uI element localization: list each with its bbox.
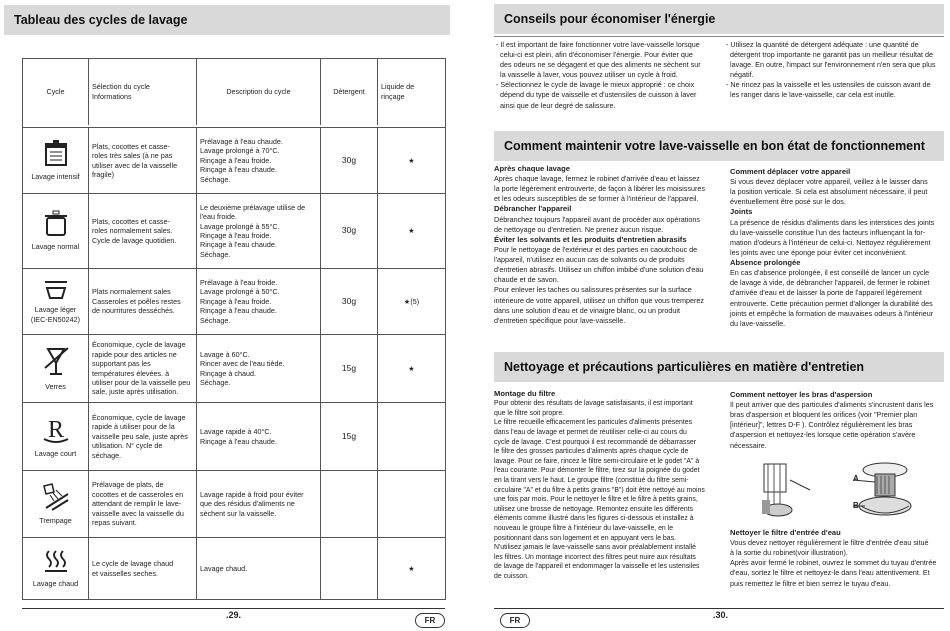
header-detergent: Détergent: [321, 59, 378, 125]
cycle-name: Lavage chaud: [32, 578, 79, 588]
section-heading: Débrancher l'appareil: [494, 204, 572, 214]
cleaning-title: Nettoyage et précautions particulières en matière d'entretien: [504, 360, 865, 374]
maintenance-col-1: [494, 164, 719, 326]
cycles-table: [22, 58, 446, 600]
header-description: Description du cycle: [197, 59, 321, 125]
figure-label-a: A: [853, 474, 859, 483]
detergent-cell: 30g: [321, 128, 378, 194]
inlet-heading: Nettoyer le filtre d'entrée d'eau: [730, 528, 841, 537]
selection-cell: Plats, cocottes et casse- roles très sales (à ne pas utiliser avec de la vaisselle fragile): [89, 128, 197, 194]
detergent-cell: 15g: [321, 335, 378, 403]
section-heading: Joints: [730, 207, 753, 217]
inlet-body: Vous devez nettoyer régulièrement le filtre d'entrée d'eau situé à la sortie du robinet(voir illustration). Après avoir fermé le robinet, ouvrez le sommet du tuyau d'entrée d'eau, sortez le filtre et nettoyez-le dans l'eau attentivement. Et puis remettez le filtre et bien serrez le tuyau d'eau.: [730, 538, 937, 588]
detergent-cell: 15g: [321, 403, 378, 471]
left-page-header: [4, 5, 450, 35]
arms-body: Il peut arriver que des particules d'aliments s'incrustent dans les bras d'aspersion et bloquent les orifices (voir "Premier plan [intérieur]", lettres D-F ). Contrôlez régulièrement les bras d'aspersion et nettoyez-les lorsque cette opération s'avère nécessaire.: [730, 400, 934, 450]
soak-shower-icon: [40, 482, 72, 512]
cycle-name: Trempage: [39, 516, 72, 526]
cycle-name: Lavage léger (IEC-EN50242): [30, 305, 81, 324]
description-cell: Lavage rapide à 40°C. Rinçage à l'eau chaude.: [197, 403, 321, 471]
table-row: [23, 269, 446, 335]
cycle-cell: [23, 538, 89, 600]
cycle-cell: [23, 335, 89, 403]
section-heading: Éviter les solvants et les produits d'entretien abrasifs: [494, 234, 687, 244]
energy-rule: [494, 36, 944, 37]
description-cell: Lavage rapide à froid pour éviter que des résidus d'aliments ne sèchent sur la vaisselle.: [197, 471, 321, 538]
energy-tips-left: - Il est important de faire fonctionner votre lave-vaisselle lorsque celui-ci est plein, afin d'économiser l'énergie. Pour éviter que des odeurs ne se dégagent et que des aliments ne sèchent sur la vaisselle à laver, vous pouvez utiliser un cycle à froid. - Sélectionnez le cycle de lavage le mieux approprié : ce choix dépend du type de vaisselle et d'ustensiles de cuisson à laver ainsi que de leur degré de salissure.: [496, 40, 701, 110]
detergent-cell: [321, 471, 378, 538]
filter-parts-drawing: [835, 460, 915, 522]
header-cycle: Cycle: [23, 59, 89, 125]
table-row: [23, 403, 446, 471]
glass-icon: [42, 346, 70, 378]
header-rinse: Liquide de rinçage: [378, 59, 446, 125]
selection-cell: Économique, cycle de lavage rapide à utiliser pour de la vaisselle peu sale, juste après utilisation. N° cycle de séchage.: [89, 403, 197, 471]
selection-cell: Plats, cocottes et casse- roles normalement sales. Cycle de lavage quotidien.: [89, 194, 197, 269]
filter-removal-figure: [760, 460, 830, 522]
table-row: [23, 538, 446, 600]
cycle-name: Lavage court: [34, 448, 77, 458]
energy-tips-right: - Utilisez la quantité de détergent adéquate : une quantité de détergent trop importante ne garantit pas un meilleur résultat de lavage. En outre, l'impact sur l'environnement n'en sera que plus négatif. - Ne rincez pas la vaisselle et les ustensiles de cuisson avant de les ranger dans le lave-vaisselle, car cela est inutile.: [726, 40, 936, 100]
rinse-cell: ★: [378, 128, 446, 194]
description-cell: Lavage à 60°C. Rincer avec de l'eau tiède. Rinçage à chaud. Séchage.: [197, 335, 321, 403]
table-header-row: [23, 59, 446, 125]
table-row: [23, 335, 446, 403]
cycle-cell: [23, 269, 89, 335]
svg-text:R: R: [47, 416, 64, 443]
rinse-cell: ★: [378, 194, 446, 269]
energy-title: Conseils pour économiser l'énergie: [504, 12, 716, 26]
section-heading: Après chaque lavage: [494, 164, 570, 173]
description-cell: Prélavage à l'eau froide. Lavage prolongé à 50°C. Rinçage à l'eau froide. Rinçage à l'eau chaude. Séchage.: [197, 269, 321, 335]
intensive-pot-icon: [43, 140, 69, 168]
cycle-cell: [23, 403, 89, 471]
light-dish-icon: [43, 279, 69, 301]
left-footer-rule: [22, 608, 445, 609]
section-body: En cas d'absence prolongée, il est conseillé de lancer un cycle de lavage à vide, de débrancher l'appareil, de fermer le robinet d'arrivée d'eau et de laisser la porte de l'appareil légèrement entrouverte. Cette précaution permet d'allonger la durabilité des joints et empêche la formation de mauvaises odeurs à l'intérieur du lave-vaisselle.: [730, 268, 934, 328]
rapid-r-icon: [41, 415, 71, 445]
selection-cell: Le cycle de lavage chaud et vaisselles seches.: [89, 538, 197, 600]
cleaning-header: [494, 352, 944, 382]
left-page-number: .29.: [226, 610, 242, 620]
filter-section: [494, 389, 708, 581]
cycle-name: Lavage intensif: [31, 171, 80, 181]
rinse-cell: ★: [378, 538, 446, 600]
filter-heading: Montage du filtre: [494, 389, 556, 398]
detergent-cell: [321, 538, 378, 600]
right-language-badge: FR: [500, 613, 530, 628]
description-cell: Lavage chaud.: [197, 538, 321, 600]
header-selection: Sélection du cycle Informations: [89, 59, 197, 125]
cycle-name: Verres: [45, 381, 66, 391]
selection-cell: Plats normalement sales Casseroles et poêles restes de nourritures desséchés.: [89, 269, 197, 335]
cycle-cell: [23, 128, 89, 194]
cycle-name: Lavage normal: [31, 242, 80, 252]
left-language-badge: FR: [415, 613, 445, 628]
maintenance-header: [494, 131, 944, 161]
normal-pot-icon: [43, 210, 69, 238]
cycle-cell: [23, 471, 89, 538]
filter-body: Pour obtenir des résultats de lavage satisfaisants, il est important que le filtre soit propre. Le filtre recueille efficacement les particules d'aliments présentes dans l'eau de lavage et permet de réutiliser celle-ci au cours du cycle de lavage. C'est pourquoi il est recommandé de débarrasser le filtre des grosses particules d'aliments après chaque cycle de lavage. Pour ce faire, rincez le filtre semi-circulaire et le godet "A" à l'eau courante. Pour démonter le filtre, tirez sur la poignée du godet en la tirant vers le haut. Le groupe filtre (constitué du filtre semi- circulaire "A" et du filtre à petits grains "B") doit être nettoyé au moins une fois par mois. Pour le nettoyer le filtre et le filtre à petits grains, utilisez une brosse de nettoyage. Remontez ensuite les différents éléments comme illustré dans les figures ci-dessous et installez à nouveau le groupe filtre à l'intérieur du lave-vaisselle, en le positionnant dans son logement et en appuyant vers le bas. N'utilisez jamais le lave-vaisselle sans avoir préalablement installé les filtres. Un montage incorrect des filtres peut nuire aux résultats de lavage de l'appareil et endommager la vaisselle et les ustensiles de cuisson.: [494, 400, 705, 580]
section-body: Après chaque lavage, fermez le robinet d'arrivée d'eau et laissez la porte légèrement entrouverte, de façon à libérer les moisissures et les odeurs susceptibles de se former à l'intérieur de l'appareil.: [494, 174, 705, 204]
energy-header: [494, 4, 944, 34]
section-heading: Comment déplacer votre appareil: [730, 167, 851, 176]
rinse-cell: ★(5): [378, 269, 446, 335]
rinse-cell: [378, 471, 446, 538]
maintenance-col-2: [730, 167, 946, 329]
rinse-cell: ★: [378, 335, 446, 403]
inlet-section: [730, 528, 946, 589]
arms-section: [730, 390, 946, 451]
table-row: [23, 128, 446, 194]
maintenance-title: Comment maintenir votre lave-vaisselle en bon état de fonctionnement: [504, 139, 925, 153]
steam-icon: [43, 549, 69, 575]
selection-cell: Économique, cycle de lavage rapide pour des articles ne supportant pas les températures élevées. à utiliser pour de la vaisselle peu sale, juste après utilisation.: [89, 335, 197, 403]
rinse-cell: [378, 403, 446, 471]
arms-heading: Comment nettoyer les bras d'aspersion: [730, 390, 873, 399]
right-page-number: .30.: [713, 610, 729, 620]
selection-cell: Prélavage de plats, de cocottes et de casseroles en attendant de remplir le lave- vaisselle avec la vaisselle du repas suivant.: [89, 471, 197, 538]
figure-label-b: B: [853, 501, 859, 510]
description-cell: Le deuxième prélavage utilise de l'eau froide. Lavage prolongé à 55°C. Rinçage à l'eau froide. Rinçage à l'eau chaude. Séchage.: [197, 194, 321, 269]
right-footer-rule: [494, 608, 944, 609]
cycle-cell: [23, 194, 89, 269]
section-body: Pour le nettoyage de l'extérieur et des parties en caoutchouc de l'appareil, n'utilisez en aucun cas de solvants ou de produits d'entretien abrasifs. Utilisez un chiffon imbibé d'une solution d'eau chaude et de savon. Pour enlever les taches ou salissures présentes sur la surface intérieure de votre appareil, utilisez un chiffon que vous tremperez dans une solution d'eau et de vinaigre blanc, ou un produit d'entretien spécifique pour lave-vaisselle.: [494, 245, 705, 325]
left-page-title: Tableau des cycles de lavage: [14, 13, 188, 27]
detergent-cell: 30g: [321, 194, 378, 269]
table-row: [23, 194, 446, 269]
section-body: La présence de résidus d'aliments dans les interstices des joints du lave-vaisselle constitue l'un des facteurs influençant la for- mation d'odeurs à l'intérieur de celui-ci. Nettoyez régulièrement les joints avec une éponge pour éviter cet inconvénient.: [730, 217, 935, 257]
section-body: Si vous devez déplacer votre appareil, veillez à le laisser dans la position verticale. Si cela est absolument nécessaire, il peut éventuellement être posé sur le dos.: [730, 177, 928, 207]
section-body: Débranchez toujours l'appareil avant de procéder aux opérations de nettoyage ou d'entretien. Ne prenez aucun risque.: [494, 214, 700, 234]
description-cell: Prélavage à l'eau chaude. Lavage prolongé à 70°C. Rinçage à l'eau froide. Rinçage à l'eau chaude. Séchage.: [197, 128, 321, 194]
detergent-cell: 30g: [321, 269, 378, 335]
filter-parts-figure: [835, 460, 915, 522]
table-row: [23, 471, 446, 538]
section-heading: Absence prolongée: [730, 258, 801, 268]
